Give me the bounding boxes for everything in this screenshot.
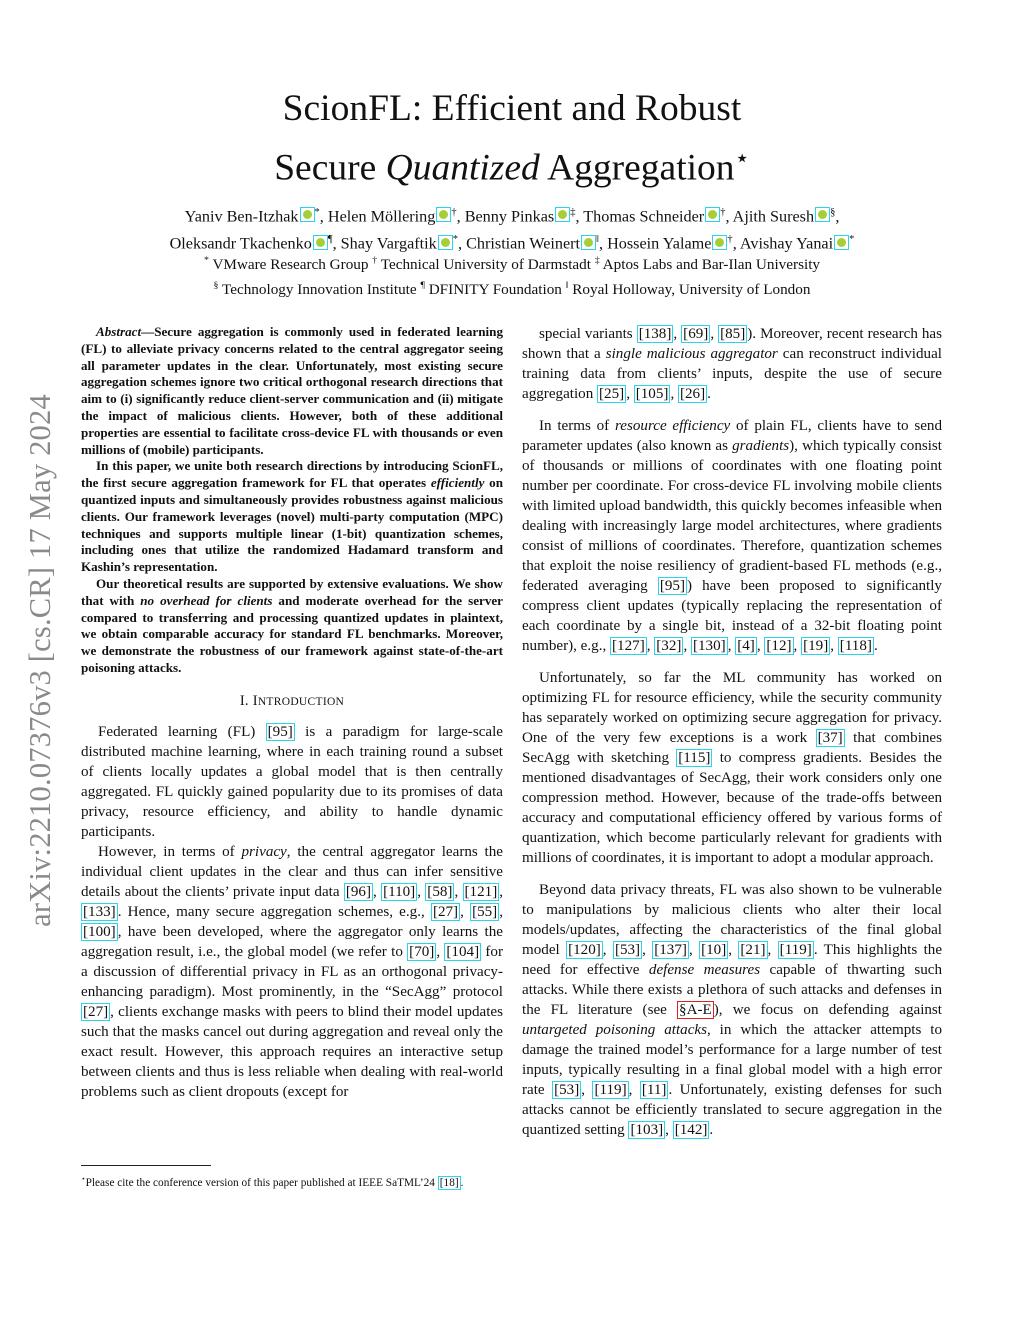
section-reference-link[interactable]: §A-E [679, 1002, 712, 1018]
abstract-label: Abstract [96, 324, 142, 339]
orcid-icon[interactable] [834, 235, 849, 250]
body-paragraph [522, 668, 942, 868]
title-line-2-post: Aggregation [539, 147, 735, 189]
citation-link[interactable]: [58] [427, 883, 453, 900]
author-separator: , [835, 207, 840, 226]
author-name: Hossein Yalame [607, 234, 712, 253]
paragraph-text: , [646, 638, 655, 654]
author-separator: , [458, 234, 467, 253]
orcid-icon[interactable] [555, 207, 570, 222]
orcid-icon[interactable] [436, 207, 451, 222]
citation-link[interactable]: [27] [83, 1003, 109, 1020]
footnote-mark: ⋆ [81, 1174, 86, 1183]
emphasis-text: untargeted poisoning attacks [522, 1022, 707, 1038]
citation-link[interactable]: [4] [737, 638, 755, 654]
citation-link[interactable]: [69] [683, 326, 709, 342]
paragraph-text: , [499, 903, 503, 920]
citation-link[interactable]: [95] [659, 578, 685, 594]
paragraph-text: , [673, 326, 682, 342]
affiliation-mark: † [372, 255, 378, 266]
paragraph-text: , [436, 943, 445, 960]
author-affiliation-mark: * [314, 207, 320, 218]
abstract-text-2b: on quantized inputs and simultaneously provides robustness against malicious clients. Our framework leverages (novel) multi-party computation (MPC) techniques and supports multiple linear (1-bit) quantization schemes, including ones that utilize the randomized Hadamard transform and Kashin’s representation. [81, 475, 504, 575]
citation-link[interactable]: [137] [654, 942, 687, 958]
paragraph-text: , clients exchange masks with peers to blind their model updates such that the masks cancel out during aggregation and reveal only the exact result. However, this approach requires an interactive setup between clients and thus is less reliable when dealing with real-world problems such as client dropouts (except for [81, 1003, 503, 1100]
citation-link[interactable]: [19] [803, 638, 829, 654]
paragraph-text: ) have been proposed to significantly compress client updates (typically replacing the representation of each coordinate by a single bit, instead of a 32-bit floating point number), e.g., [522, 578, 942, 654]
orcid-icon[interactable] [313, 235, 328, 250]
author-name: Shay Vargaftik [340, 234, 437, 253]
author-affiliation-mark: † [727, 234, 733, 246]
orcid-icon[interactable] [438, 235, 453, 250]
orcid-dot [818, 210, 827, 219]
abstract-text-3a: Our theoretical results are supported by extensive evaluations. We show that with [81, 575, 503, 608]
paragraph-text: , [373, 883, 382, 900]
author-separator: , [575, 207, 584, 226]
citation-link[interactable]: [21] [740, 942, 766, 958]
emphasis-text: gradients [732, 438, 790, 454]
paragraph-text: is a paradigm for large-scale distributed machine learning, where in each training round a subset of clients locally updates a global model that is then centrally aggregated. FL quickly gained popularity due to its promises of data privacy, resource efficiency, and ability to handle dynamic participants. [81, 723, 503, 840]
body-paragraph [81, 722, 503, 842]
citation-link[interactable]: [27] [432, 903, 459, 920]
citation-link[interactable]: [115] [678, 750, 711, 766]
paragraph-text: , [683, 638, 691, 654]
paragraph-text: , the central aggregator learns the individual client updates in the clear and thus can infer sensitive details about the clients’ private input data [81, 843, 503, 900]
citation-link[interactable]: [138] [638, 326, 672, 342]
paragraph-text: that combines SecAgg with sketching [522, 730, 943, 766]
orcid-dot [715, 238, 724, 247]
emphasis-text: resource efficiency [614, 418, 731, 434]
affiliation-name: VMware Research Group [208, 256, 373, 274]
section-initial: I [252, 692, 258, 709]
footnote-rule [81, 1165, 211, 1166]
orcid-icon[interactable] [581, 235, 596, 250]
affiliation-mark: ‖ [565, 280, 569, 292]
citation-link[interactable]: [55] [472, 903, 498, 920]
author-name: Oleksandr Tkachenko [169, 234, 312, 253]
author-affiliation-mark: ¶ [327, 234, 333, 246]
abstract-text-3b: and moderate overhead for the server compared to transferring and processing quantized updates in plaintext, we obtain comparable accuracy for standard FL benchmarks. Moreover, we demonstrate the robustness of our framework against state-of-the-art poisoning attacks. [81, 592, 503, 675]
paragraph-text: , [628, 1082, 640, 1098]
paragraph-text: . Unfortunately, existing defenses for such attacks cannot be efficiently translated to secure aggregation in the quantized setting [522, 1082, 942, 1138]
citation-link[interactable]: [12] [766, 638, 792, 654]
author-list [0, 201, 1024, 256]
paragraph-text: , [602, 942, 613, 958]
author-affiliation-mark: † [720, 207, 726, 218]
citation-link[interactable]: [18] [439, 1176, 459, 1189]
body-paragraph [81, 842, 503, 1102]
citation-link[interactable]: [26] [679, 386, 706, 402]
author-affiliation-mark: † [451, 207, 457, 218]
affiliation-mark: ‡ [594, 255, 600, 266]
paragraph-text: ), we focus on defending against [713, 1002, 943, 1018]
paragraph-text: , have been developed, where the aggregator only learns the aggregation result, i.e., the global model (we refer to [81, 923, 503, 960]
body-paragraph [522, 416, 942, 656]
affiliation-name: DFINITY Foundation [424, 281, 566, 299]
paragraph-text: , [830, 638, 838, 654]
paragraph-text: , [767, 942, 778, 958]
footnote [81, 1171, 503, 1191]
affiliation-mark: § [213, 280, 219, 292]
author-affiliation-mark: * [452, 234, 459, 246]
citation-link[interactable]: [100] [83, 923, 116, 940]
citation-link[interactable]: [32] [656, 638, 682, 654]
citation-link[interactable]: [37] [817, 730, 843, 746]
intro-left-paragraphs [81, 722, 503, 1102]
section-heading-introduction [81, 693, 503, 710]
section-number: I. [239, 692, 253, 709]
orcid-icon[interactable] [815, 207, 830, 222]
citation-link[interactable]: [70] [409, 943, 435, 960]
paragraph-text: , [688, 942, 700, 958]
author-affiliation-mark: ‡ [570, 207, 576, 218]
body-paragraph [522, 880, 942, 1140]
citation-link[interactable]: [130] [692, 638, 726, 654]
citation-link[interactable]: [95] [267, 723, 293, 740]
abstract-emphasis-3: no overhead for clients [140, 592, 273, 608]
citation-link[interactable]: [118] [839, 638, 872, 654]
paragraph-text: can reconstruct individual training data from clients’ inputs, despite the use of secure aggregation [522, 346, 942, 402]
orcid-dot [303, 210, 312, 219]
paragraph-text: , [581, 1082, 593, 1098]
paragraph-text: Federated learning (FL) [98, 723, 266, 740]
paragraph-text: . This highlights the need for effective [522, 942, 943, 978]
author-separator: , [319, 207, 328, 226]
paragraph-text: , [793, 638, 802, 654]
author-name: Helen Möllering [327, 207, 436, 226]
title-footnote-mark[interactable]: ⋆ [734, 145, 750, 172]
paragraph-text: , [460, 903, 471, 920]
emphasis-text: privacy [241, 843, 287, 860]
citation-link[interactable]: [110] [383, 883, 416, 900]
paragraph-text: , [670, 386, 678, 402]
abstract-emphasis-2: efficiently [430, 475, 485, 491]
author-affiliation-mark: * [849, 234, 855, 246]
paragraph-text: , [454, 883, 463, 900]
paragraph-text: . [709, 1122, 714, 1138]
author-name: Benny Pinkas [464, 207, 555, 226]
paragraph-text: ), which typically consist of thousands or millions of coordinates with one floating point number per coordinate. For cross-device FL involving mobile clients with limited upload bandwidth, this quickly becomes infeasible when dealing with increasingly large model architectures, where gradients consist of millions of coordinates. Therefore, quantization schemes that exploit the noise resiliency of gradient-based FL methods (e.g., federated averaging [522, 438, 942, 594]
citation-link[interactable]: [96] [345, 883, 371, 900]
affiliation-line-2 [0, 275, 1024, 300]
emphasis-text: single malicious aggregator [605, 346, 778, 362]
emphasis-text: defense measures [648, 962, 761, 978]
author-affiliation-mark: ‖ [596, 234, 599, 246]
paragraph-text: to compress gradients. Besides the mentioned disadvantages of SecAgg, their work considers only one compression method. However, because of the trade-offs between accuracy and computational efficiency offered by various forms of quantization, which become particularly relevant for gradients with millions of coordinates, it is important to adopt a modular approach. [522, 750, 943, 866]
affiliation-line-1 [0, 250, 1024, 275]
citation-link[interactable]: [105] [635, 386, 669, 402]
arxiv-identifier-stamp [2, 340, 78, 980]
citation-link[interactable]: [85] [720, 326, 746, 342]
paragraph-text: of plain FL, clients have to send parameter updates (also known as [522, 418, 942, 454]
paragraph-text: , [499, 883, 504, 900]
title-line-2 [0, 134, 1024, 194]
affiliation-mark: ¶ [420, 280, 425, 292]
paragraph-text: for a discussion of differential privacy in FL as an orthogonal privacy-enhancing paradigm). Most prominently, in the “SecAgg” protocol [81, 943, 504, 1000]
citation-link[interactable]: [11] [641, 1082, 667, 1098]
footnote-text: Please cite the conference version of this paper published at IEEE SaTML’24 [85, 1176, 438, 1189]
citation-link[interactable]: [25] [599, 386, 625, 402]
paragraph-text: , [710, 326, 719, 342]
title-line-1: ScionFL: Efficient and Robust [282, 88, 742, 129]
author-separator: , [599, 234, 608, 253]
paper-title [0, 84, 1024, 194]
affiliation-name: Royal Holloway, University of London [568, 281, 811, 299]
intro-right-paragraphs [522, 324, 942, 1140]
orcid-dot [316, 238, 325, 247]
author-separator: , [456, 207, 465, 226]
paragraph-text: , [665, 1122, 673, 1138]
paragraph-text: capable of thwarting such attacks. While there exists a plethora of such attacks and defenses in the FL literature (see [522, 962, 942, 1018]
left-column [81, 324, 503, 1102]
orcid-dot [708, 210, 717, 219]
orcid-dot [439, 210, 448, 219]
body-paragraph [522, 324, 942, 404]
abstract-text-1: —Secure aggregation is commonly used in federated learning (FL) to alleviate privacy concerns related to the central aggregator seeing all parameter updates in the clear. Unfortunately, most existing secure aggregation schemes ignore two critical orthogonal research directions that aim to (i) significantly reduce client-server communication and (ii) mitigate the impact of malicious clients. However, both of these additional properties are essential to facilitate cross-device FL with thousands or even millions of (mobile) participants. [81, 324, 503, 457]
citation-link[interactable]: [119] [779, 942, 812, 958]
citation-link[interactable]: [53] [554, 1082, 580, 1098]
abstract-paragraph-1 [81, 324, 503, 458]
author-name: Avishay Yanai [739, 234, 834, 253]
citation-link[interactable]: [104] [446, 943, 480, 960]
author-separator: , [732, 234, 740, 253]
paragraph-text: Beyond data privacy threats, FL was also shown to be vulnerable to manipulations by malicious clients who alter their local models/updates, affecting the characteristics of the final global model [522, 882, 942, 958]
title-emphasis: Quantized [385, 147, 540, 189]
section-title-smallcaps: NTRODUCTION [257, 695, 345, 708]
orcid-icon[interactable] [300, 207, 315, 222]
author-name: Christian Weinert [466, 234, 581, 253]
author-affiliation-mark: § [830, 207, 836, 218]
paragraph-text: However, in terms of [98, 843, 242, 860]
paragraph-text: special variants [539, 326, 637, 342]
paragraph-text: . [873, 638, 878, 654]
affiliations [0, 250, 1024, 300]
title-line-2-pre: Secure [274, 147, 386, 189]
right-column [522, 324, 942, 1140]
footnote-end: . [460, 1176, 464, 1189]
author-separator: , [725, 207, 733, 226]
affiliation-name: Technology Innovation Institute [218, 281, 421, 299]
citation-link[interactable]: [121] [464, 883, 498, 900]
paragraph-text: In terms of [539, 418, 615, 434]
orcid-dot [441, 238, 450, 247]
author-name: Thomas Schneider [583, 207, 705, 226]
paragraph-text: , [642, 942, 653, 958]
abstract-text-2a: In this paper, we unite both research directions by introducing ScionFL, the first secure aggregation framework for FL that operates [81, 458, 503, 491]
paragraph-text: Unfortunately, so far the ML community has worked on optimizing FL for resource efficiency, while the security community has separately worked on optimizing secure aggregation for privacy. One of the very few exceptions is a work [522, 670, 942, 746]
arxiv-id-text: arXiv:2210.07376v3 [cs.CR] 17 May 2024 [22, 393, 57, 927]
citation-link[interactable]: [133] [83, 903, 116, 920]
abstract-paragraph-2 [81, 458, 503, 576]
paragraph-text: , [756, 638, 765, 654]
citation-link[interactable]: [142] [674, 1122, 708, 1138]
affiliation-mark: * [203, 255, 209, 266]
paragraph-text: , [728, 942, 739, 958]
author-name: Yaniv Ben-Itzhak [184, 207, 299, 226]
citation-link[interactable]: [119] [594, 1082, 627, 1098]
citation-link[interactable]: [103] [630, 1122, 664, 1138]
citation-link[interactable]: [127] [612, 638, 645, 654]
affiliation-name: Technical University of Darmstadt [377, 256, 595, 274]
affiliation-name: Aptos Labs and Bar-Ilan University [599, 256, 821, 274]
orcid-icon[interactable] [712, 235, 727, 250]
citation-link[interactable]: [10] [701, 942, 727, 958]
paragraph-text: , [727, 638, 736, 654]
paragraph-text: , in which the attacker attempts to damage the trained model’s performance for a large number of test inputs, typically resulting in a final global model with a high error rate [522, 1022, 942, 1098]
orcid-dot [837, 238, 846, 247]
orcid-icon[interactable] [705, 207, 720, 222]
paragraph-text: , [626, 386, 634, 402]
paragraph-text: . [707, 386, 711, 402]
paragraph-text: . Hence, many secure aggregation schemes, e.g., [117, 903, 431, 920]
orcid-dot [558, 210, 567, 219]
paragraph-text: ). Moreover, recent research has shown that a [522, 326, 943, 362]
abstract-paragraph-3 [81, 576, 503, 677]
citation-link[interactable]: [53] [614, 942, 641, 958]
author-separator: , [332, 234, 341, 253]
paragraph-text: , [417, 883, 426, 900]
citation-link[interactable]: [120] [568, 942, 601, 958]
author-name: Ajith Suresh [732, 207, 815, 226]
orcid-dot [584, 238, 593, 247]
